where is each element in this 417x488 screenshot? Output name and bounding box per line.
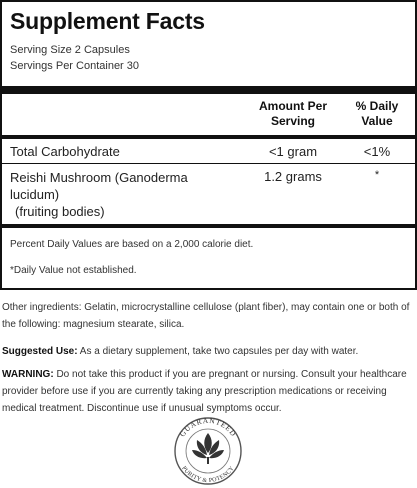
suggested-use-text: As a dietary supplement, take two capsules per day with water. bbox=[77, 346, 359, 357]
row-label-carbohydrate: Total Carbohydrate bbox=[10, 144, 120, 159]
seal-leaf-emblem bbox=[192, 433, 224, 464]
row-amount-carbohydrate: <1 gram bbox=[268, 144, 318, 159]
servings-per-container: Servings Per Container 30 bbox=[10, 60, 140, 72]
note-daily-value: *Daily Value not established. bbox=[10, 265, 137, 276]
suggested-use bbox=[2, 343, 414, 360]
suggested-use-label: Suggested Use: bbox=[2, 346, 78, 357]
header-amount: Amount Per Serving bbox=[258, 99, 327, 128]
row-dv-reishi: * bbox=[374, 169, 380, 181]
seal-bottom-text: PURITY & POTENCY bbox=[180, 465, 236, 485]
note-percent-daily: Percent Daily Values are based on a 2,000 calorie diet. bbox=[10, 239, 254, 250]
warning-label: WARNING: bbox=[2, 369, 54, 380]
facts-title: Supplement Facts bbox=[10, 8, 205, 34]
row-label-reishi: Reishi Mushroom (Ganoderma lucidum) (fruiting bodies) bbox=[10, 170, 188, 219]
header-divider bbox=[2, 135, 415, 139]
guarantee-seal-icon bbox=[170, 415, 246, 485]
header-daily-value: % Daily Value bbox=[355, 99, 399, 128]
warning-text: Do not take this product if you are pregnant or nursing. Consult your healthcare provider before use if you are currently taking any prescription medications or receiving medical treatment. Discontinue use if unusual symptoms occur. bbox=[2, 369, 407, 414]
thick-divider bbox=[2, 86, 415, 94]
footer-divider bbox=[2, 224, 415, 228]
row-dv-carbohydrate: <1% bbox=[363, 144, 391, 159]
row-divider bbox=[2, 163, 415, 164]
warning bbox=[2, 366, 414, 417]
seal-top-text: GUARANTEED bbox=[177, 415, 239, 439]
other-ingredients: Other ingredients: Gelatin, microcrystalline cellulose (plant fiber), may contain one or both of the following: magnesium stearate, silica. bbox=[2, 302, 410, 330]
serving-size: Serving Size 2 Capsules bbox=[10, 44, 130, 56]
row-amount-reishi: 1.2 grams bbox=[264, 169, 322, 184]
